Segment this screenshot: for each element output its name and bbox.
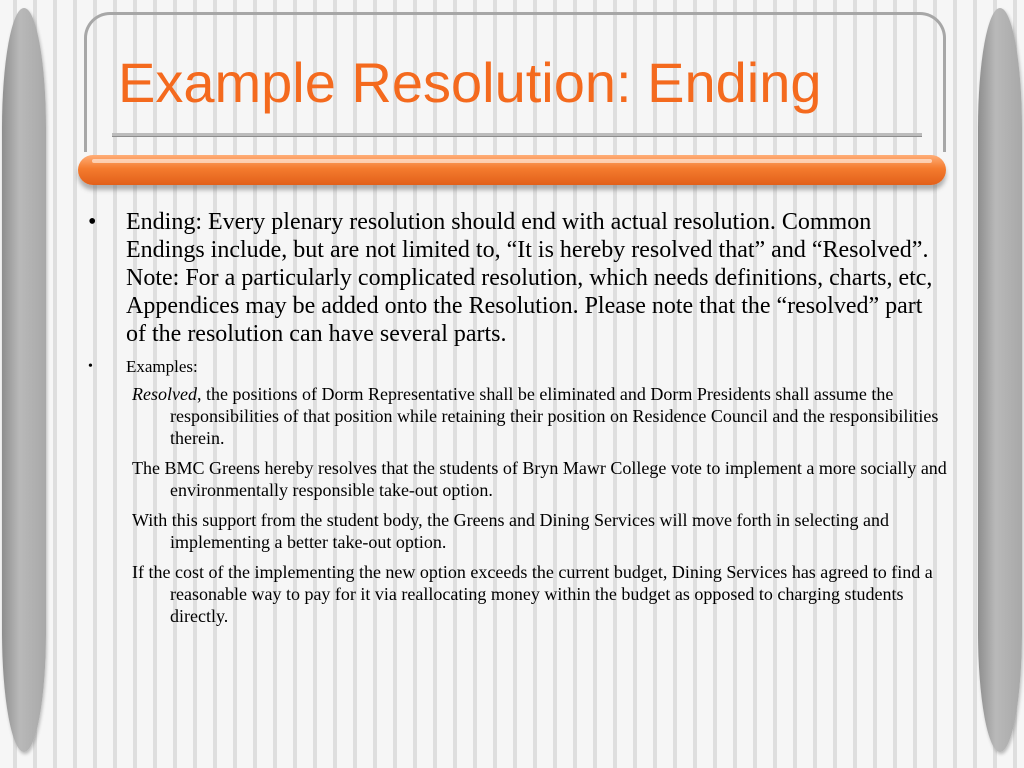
bullet-examples-label: Examples: bbox=[126, 357, 198, 376]
slide-body bbox=[86, 208, 946, 627]
example-item-1-italic-lead: Resolved bbox=[132, 384, 197, 404]
example-item-1-text: , the positions of Dorm Representative shall be eliminated and Dorm Presidents shall assume the responsibilities of that position while retaining their position on Residence Council and the responsibilities therein. bbox=[170, 384, 939, 448]
right-decorative-bar bbox=[978, 8, 1022, 752]
example-item-3 bbox=[132, 509, 950, 553]
bullet-examples bbox=[86, 356, 946, 377]
bullet-marker: • bbox=[88, 209, 97, 235]
example-item-4-text: If the cost of the implementing the new option exceeds the current budget, Dining Services has agreed to find a reasonable way to pay for it via reallocating money within the budget as opposed to charging students directly. bbox=[132, 562, 933, 626]
slide-title: Example Resolution: Ending bbox=[118, 51, 822, 114]
title-underline bbox=[112, 133, 922, 137]
left-decorative-bar bbox=[2, 8, 46, 752]
example-item-3-text: With this support from the student body, the Greens and Dining Services will move forth in selecting and implementing a better take-out option. bbox=[132, 510, 889, 552]
example-item-4 bbox=[132, 561, 950, 627]
bullet-ending bbox=[86, 208, 946, 348]
bullet-ending-text: Ending: Every plenary resolution should end with actual resolution. Common Endings include, but are not limited to, “It is hereby resolved that” and “Resolved”. Note: For a particularly complicated resolution, which needs definitions, charts, etc, Appendices may be added onto the Resolution. Please note that the “resolved” part of the resolution can have several parts. bbox=[126, 209, 933, 347]
bullet-marker: • bbox=[88, 359, 93, 374]
example-item-2 bbox=[132, 457, 950, 501]
example-item-1 bbox=[132, 383, 950, 449]
orange-accent-bar bbox=[78, 155, 946, 185]
example-item-2-text: The BMC Greens hereby resolves that the students of Bryn Mawr College vote to implement a more socially and environmentally responsible take-out option. bbox=[132, 458, 947, 500]
